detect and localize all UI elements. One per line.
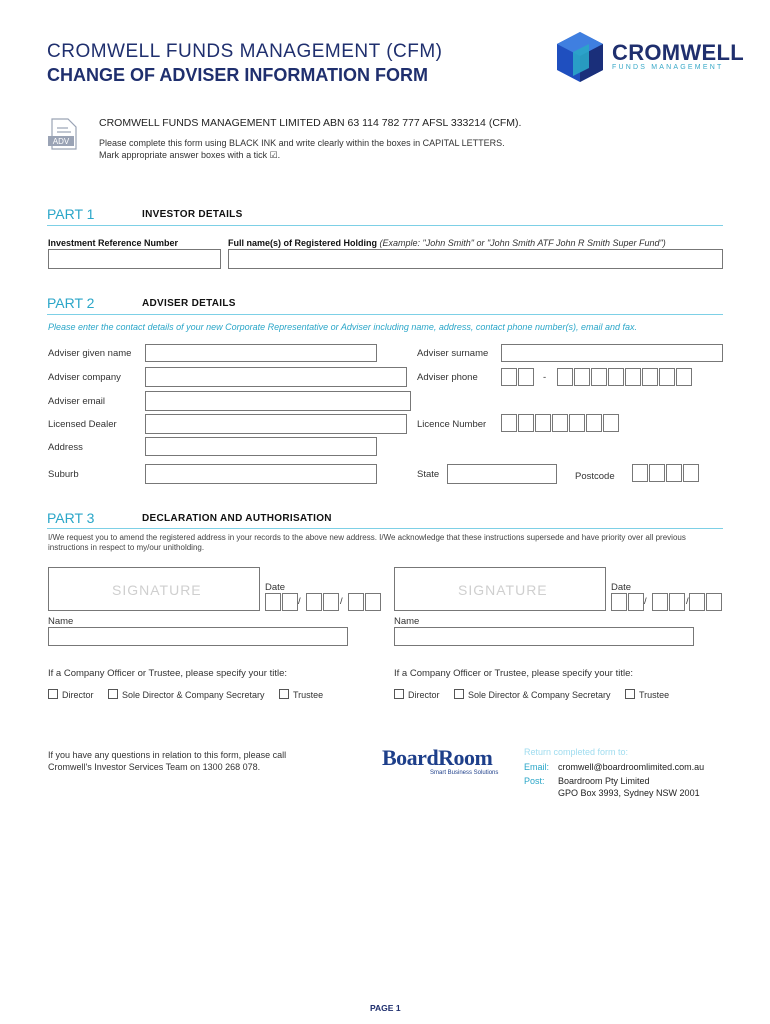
checkbox-icon[interactable] (454, 689, 464, 699)
date-cell[interactable] (706, 593, 722, 611)
director-option-2[interactable] (394, 689, 440, 700)
postcode-cell[interactable] (666, 464, 682, 482)
state-label: State (417, 469, 440, 480)
boardroom-tagline: Smart Business Solutions (430, 770, 499, 776)
part-1-rule (47, 225, 723, 226)
address-field[interactable] (145, 437, 377, 456)
page-number: PAGE 1 (370, 1003, 401, 1013)
part-3-title: DECLARATION AND AUTHORISATION (142, 513, 332, 524)
date-cell[interactable] (282, 593, 298, 611)
checkbox-icon[interactable] (108, 689, 118, 699)
questions-line-1: If you have any questions in relation to this form, please call (48, 750, 287, 760)
part-2-rule (47, 314, 723, 315)
part-2-label: PART 2 (47, 295, 95, 311)
trustee-label: Trustee (638, 690, 670, 700)
adviser-phone-area-code[interactable] (501, 368, 535, 386)
date-cell[interactable] (265, 593, 281, 611)
email-key: Email: (524, 762, 550, 772)
date-slash: / (340, 596, 343, 607)
investment-ref-field[interactable] (48, 249, 221, 269)
cromwell-logo-icon (555, 30, 605, 84)
form-title: CHANGE OF ADVISER INFORMATION FORM (47, 65, 428, 85)
date-label-1: Date (265, 582, 286, 593)
date-day-1[interactable] (265, 593, 299, 611)
return-email-link[interactable]: cromwell@boardroomlimited.com.au (558, 762, 705, 772)
company-heading: CROMWELL FUNDS MANAGEMENT (CFM) (47, 41, 443, 62)
state-field[interactable] (447, 464, 557, 484)
licence-cell[interactable] (603, 414, 619, 432)
title-options-2 (394, 685, 679, 703)
name-field-2[interactable] (394, 627, 694, 646)
adviser-phone-label: Adviser phone (417, 372, 478, 383)
date-cell[interactable] (628, 593, 644, 611)
adv-code-text: ADV (52, 137, 70, 146)
instructions (99, 137, 505, 161)
post-key: Post: (524, 776, 545, 786)
postcode-cell[interactable] (632, 464, 648, 482)
part-3-rule (47, 528, 723, 529)
name-field-1[interactable] (48, 627, 348, 646)
phone-separator: - (543, 372, 547, 383)
date-year-1[interactable] (348, 593, 382, 611)
name-label-1: Name (48, 616, 74, 627)
part-1-title: INVESTOR DETAILS (142, 209, 243, 220)
postcode-label: Postcode (575, 471, 615, 482)
name-label-2: Name (394, 616, 420, 627)
date-cell[interactable] (652, 593, 668, 611)
registered-holding-example: (Example: "John Smith" or "John Smith ATF John R Smith Super Fund") (379, 238, 666, 248)
licence-cell[interactable] (501, 414, 517, 432)
date-slash: / (298, 596, 301, 607)
postcode-cell[interactable] (683, 464, 699, 482)
licence-cell[interactable] (535, 414, 551, 432)
phone-cell[interactable] (574, 368, 590, 386)
adviser-email-label: Adviser email (48, 396, 106, 407)
director-label: Director (408, 690, 440, 700)
date-cell[interactable] (306, 593, 322, 611)
licensed-dealer-label: Licensed Dealer (48, 419, 117, 430)
adviser-surname-label: Adviser surname (417, 348, 489, 359)
date-cell[interactable] (611, 593, 627, 611)
director-label: Director (62, 690, 94, 700)
adv-form-icon (48, 118, 78, 150)
registered-holding-label (228, 238, 666, 248)
boardroom-logo: BoardRoom (382, 745, 493, 770)
officer-note-2: If a Company Officer or Trustee, please specify your title: (394, 668, 634, 679)
registered-holding-field[interactable] (228, 249, 723, 269)
licence-number-label: Licence Number (417, 419, 487, 430)
date-cell[interactable] (365, 593, 381, 611)
trustee-option-1[interactable] (279, 689, 323, 700)
address-label: Address (48, 442, 83, 453)
date-month-1[interactable] (306, 593, 340, 611)
signature-watermark-1: SIGNATURE (112, 582, 202, 598)
logo-wordmark: CROMWELL (612, 40, 744, 65)
instruction-line-2 (99, 149, 505, 161)
date-month-2[interactable] (652, 593, 686, 611)
adviser-given-name-label: Adviser given name (48, 348, 132, 359)
phone-cell[interactable] (659, 368, 675, 386)
date-day-2[interactable] (611, 593, 645, 611)
return-title: Return completed form to: (524, 747, 629, 757)
phone-cell[interactable] (557, 368, 573, 386)
phone-cell[interactable] (676, 368, 692, 386)
adviser-given-name-field[interactable] (145, 344, 377, 362)
date-cell[interactable] (669, 593, 685, 611)
date-slash: / (644, 596, 647, 607)
checkbox-icon[interactable] (279, 689, 289, 699)
part-2-note: Please enter the contact details of your new Corporate Representative or Adviser including name, address, contact phone number(s), email and fax. (48, 322, 637, 332)
licence-cell[interactable] (569, 414, 585, 432)
questions-line-2: Cromwell's Investor Services Team on 1300 268 078. (48, 762, 261, 772)
officer-note-1: If a Company Officer or Trustee, please specify your title: (48, 668, 288, 679)
suburb-label: Suburb (48, 469, 79, 480)
phone-cell[interactable] (591, 368, 607, 386)
instruction-text-2: Mark appropriate answer boxes with a tick (99, 150, 268, 160)
director-option-1[interactable] (48, 689, 94, 700)
company-line: CROMWELL FUNDS MANAGEMENT LIMITED ABN 63 114 782 777 AFSL 333214 (CFM). (99, 117, 522, 129)
adviser-company-field[interactable] (145, 367, 407, 387)
postcode-cell[interactable] (649, 464, 665, 482)
phone-cell[interactable] (608, 368, 624, 386)
suburb-field[interactable] (145, 464, 377, 484)
tick-icon: ☑ (269, 150, 278, 160)
sole-director-option-1[interactable] (108, 689, 265, 700)
date-cell[interactable] (348, 593, 364, 611)
phone-cell[interactable] (625, 368, 641, 386)
date-cell[interactable] (689, 593, 705, 611)
part-3-label: PART 3 (47, 510, 95, 526)
title-options-1 (48, 685, 333, 703)
sole-director-label: Sole Director & Company Secretary (467, 690, 611, 700)
licence-number-field[interactable] (501, 414, 620, 432)
phone-cell[interactable] (518, 368, 534, 386)
licence-cell[interactable] (518, 414, 534, 432)
date-label-2: Date (611, 582, 632, 593)
post-line-2: GPO Box 3993, Sydney NSW 2001 (558, 788, 700, 798)
date-cell[interactable] (323, 593, 339, 611)
logo-tagline: FUNDS MANAGEMENT (612, 64, 724, 71)
adviser-company-label: Adviser company (48, 372, 121, 383)
instruction-line-1: Please complete this form using BLACK INK and write clearly within the boxes in CAPITAL LETTERS. (99, 138, 505, 148)
phone-cell[interactable] (642, 368, 658, 386)
licensed-dealer-field[interactable] (145, 414, 407, 434)
signature-watermark-2: SIGNATURE (458, 582, 548, 598)
trustee-option-2[interactable] (625, 689, 669, 700)
declaration-text: I/We request you to amend the registered address in your records to the above new address. I/We acknowledge that these instructions supersede and have priority over all previous instructions in respect to my/our unitholding. (48, 533, 686, 552)
adviser-surname-field[interactable] (501, 344, 723, 362)
checkbox-icon[interactable] (394, 689, 404, 699)
licence-cell[interactable] (552, 414, 568, 432)
sole-director-label: Sole Director & Company Secretary (121, 690, 265, 700)
adviser-email-field[interactable] (145, 391, 411, 411)
part-1-label: PART 1 (47, 206, 95, 222)
postcode-field[interactable] (632, 464, 700, 482)
licence-cell[interactable] (586, 414, 602, 432)
adviser-phone-number[interactable] (557, 368, 693, 386)
checkbox-icon[interactable] (48, 689, 58, 699)
checkbox-icon[interactable] (625, 689, 635, 699)
registered-holding-text: Full name(s) of Registered Holding (228, 238, 378, 248)
phone-cell[interactable] (501, 368, 517, 386)
date-slash: / (686, 596, 689, 607)
investment-ref-label: Investment Reference Number (48, 238, 179, 248)
date-year-2[interactable] (689, 593, 723, 611)
part-2-title: ADVISER DETAILS (142, 298, 236, 309)
trustee-label: Trustee (292, 690, 324, 700)
post-line-1: Boardroom Pty Limited (558, 776, 650, 786)
instruction-end: . (277, 150, 281, 160)
questions-text (48, 749, 286, 773)
sole-director-option-2[interactable] (454, 689, 611, 700)
